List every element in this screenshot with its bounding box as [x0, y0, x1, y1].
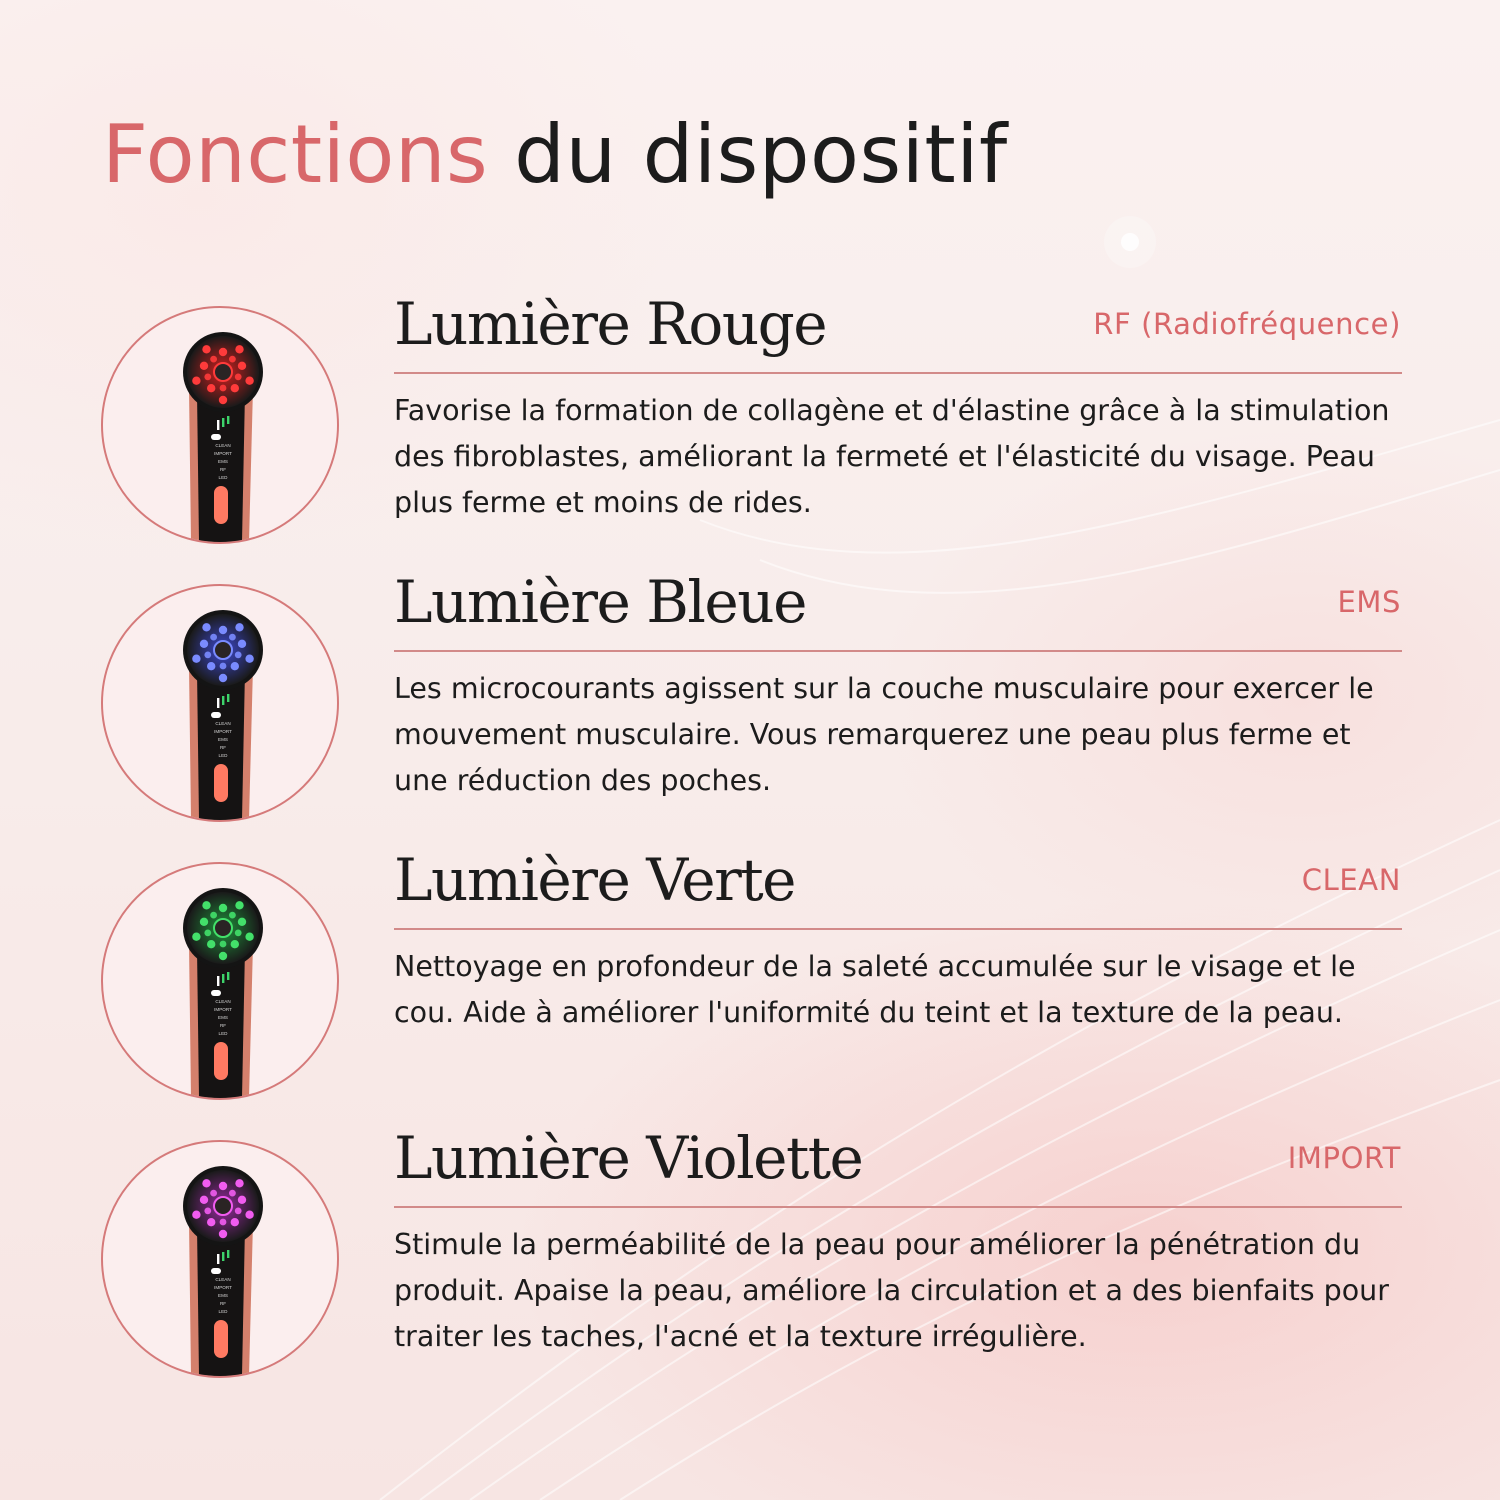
led-dot — [202, 623, 210, 631]
led-dot — [204, 930, 211, 937]
led-dot — [235, 374, 242, 381]
led-dot — [200, 640, 208, 648]
led-dot — [235, 930, 242, 937]
led-dot — [235, 652, 242, 659]
led-dot — [220, 663, 227, 670]
device-mode-label: CLEAN — [215, 443, 231, 448]
led-dot — [231, 940, 239, 948]
led-dot — [219, 674, 227, 682]
led-dot — [245, 655, 253, 663]
led-dot — [238, 918, 246, 926]
led-dot — [219, 396, 227, 404]
title-rest: du dispositif — [514, 108, 1008, 201]
divider — [394, 650, 1402, 652]
divider — [394, 372, 1402, 374]
led-dot — [207, 384, 215, 392]
led-dot — [220, 941, 227, 948]
led-dot — [229, 912, 236, 919]
indicator-bar — [217, 698, 219, 708]
indicator-bar — [217, 420, 219, 430]
led-dot — [229, 634, 236, 641]
led-dot — [229, 356, 236, 363]
led-dot — [207, 662, 215, 670]
center-electrode — [214, 1197, 232, 1215]
indicator-bar — [222, 418, 224, 427]
device-mode-label: RF — [219, 1301, 227, 1306]
led-dot — [219, 1182, 227, 1190]
led-dot — [202, 901, 210, 909]
device-mode-label: RF — [219, 1023, 227, 1028]
center-electrode — [214, 641, 232, 659]
led-dot — [219, 904, 227, 912]
led-dot — [200, 918, 208, 926]
device-mode-label: CLEAN — [215, 1277, 231, 1282]
device-mode-label: CLEAN — [215, 999, 231, 1004]
device-mode-label: IMPORT — [214, 729, 232, 734]
red-light-device-icon — [101, 306, 339, 544]
led-dot — [238, 362, 246, 370]
function-name: Lumière Bleue — [394, 568, 806, 636]
device-mode-label: IMPORT — [214, 1285, 232, 1290]
led-dot — [220, 1219, 227, 1226]
led-dot — [210, 912, 217, 919]
function-card-green — [0, 848, 1500, 1128]
led-dot — [235, 345, 243, 353]
led-dot — [238, 1196, 246, 1204]
divider — [394, 928, 1402, 930]
device-mode-label: CLEAN — [215, 721, 231, 726]
function-description: Nettoyage en profondeur de la saleté accumulée sur le visage et le cou. Aide à améliorer l'uniformité du teint et la texture de la peau. — [394, 950, 1356, 1029]
device-mode-label: EMS — [218, 459, 228, 464]
indicator-bar — [217, 1254, 219, 1264]
led-dot — [204, 652, 211, 659]
indicator-bar — [227, 694, 229, 702]
divider — [394, 1206, 1402, 1208]
page-title — [102, 100, 1008, 210]
device-mode-label: IMPORT — [214, 451, 232, 456]
led-dot — [202, 345, 210, 353]
function-tag: IMPORT — [1287, 1141, 1401, 1175]
power-icon — [211, 434, 221, 440]
led-dot — [231, 1218, 239, 1226]
center-electrode — [214, 919, 232, 937]
led-dot — [245, 933, 253, 941]
indicator-bar — [227, 416, 229, 424]
device-slider — [214, 1042, 228, 1080]
led-dot — [219, 1230, 227, 1238]
led-dot — [192, 933, 200, 941]
led-dot — [235, 901, 243, 909]
led-dot — [220, 385, 227, 392]
device-mode-label: LED — [218, 1309, 228, 1314]
device-mode-label: EMS — [218, 1293, 228, 1298]
indicator-bar — [227, 972, 229, 980]
device-mode-label: LED — [218, 1031, 228, 1036]
function-description: Stimule la perméabilité de la peau pour améliorer la pénétration du produit. Apaise la peau, améliore la circulation et a des bienfaits pour traiter les taches, l'acné et la texture irrégulière. — [394, 1228, 1389, 1353]
led-dot — [238, 640, 246, 648]
device-slider — [214, 764, 228, 802]
function-card-violet — [0, 1126, 1500, 1406]
led-dot — [200, 1196, 208, 1204]
led-dot — [204, 1208, 211, 1215]
led-dot — [231, 662, 239, 670]
device-slider — [214, 486, 228, 524]
indicator-bar — [222, 696, 224, 705]
led-dot — [210, 1190, 217, 1197]
function-name: Lumière Rouge — [394, 290, 827, 358]
indicator-bar — [222, 1252, 224, 1261]
function-tag: RF (Radiofréquence) — [1093, 307, 1401, 341]
violet-light-device-icon — [101, 1140, 339, 1378]
device-slider — [214, 1320, 228, 1358]
led-dot — [202, 1179, 210, 1187]
device-mode-label: IMPORT — [214, 1007, 232, 1012]
indicator-bar — [222, 974, 224, 983]
function-description: Les microcourants agissent sur la couche musculaire pour exercer le mouvement musculaire. Vous remarquerez une peau plus ferme et une réduction des poches. — [394, 672, 1374, 797]
function-card-red — [0, 292, 1500, 572]
device-mode-label: EMS — [218, 737, 228, 742]
function-card-blue — [0, 570, 1500, 850]
led-dot — [200, 362, 208, 370]
device-mode-label: EMS — [218, 1015, 228, 1020]
device-mode-label: RF — [219, 467, 227, 472]
power-icon — [211, 712, 221, 718]
green-light-device-icon — [101, 862, 339, 1100]
led-dot — [231, 384, 239, 392]
led-dot — [235, 1179, 243, 1187]
led-dot — [245, 377, 253, 385]
led-dot — [192, 655, 200, 663]
led-dot — [219, 626, 227, 634]
indicator-bar — [217, 976, 219, 986]
indicator-bar — [227, 1250, 229, 1258]
led-dot — [207, 1218, 215, 1226]
function-description: Favorise la formation de collagène et d'élastine grâce à la stimulation des fibroblastes, améliorant la fermeté et l'élasticité du visage. Peau plus ferme et moins de rides. — [394, 394, 1390, 519]
led-dot — [219, 952, 227, 960]
led-dot — [235, 623, 243, 631]
function-name: Lumière Violette — [394, 1124, 863, 1192]
led-dot — [210, 356, 217, 363]
device-mode-label: LED — [218, 475, 228, 480]
led-dot — [210, 634, 217, 641]
led-dot — [229, 1190, 236, 1197]
function-tag: EMS — [1337, 585, 1401, 619]
device-mode-label: RF — [219, 745, 227, 750]
led-dot — [192, 377, 200, 385]
function-tag: CLEAN — [1301, 863, 1401, 897]
led-dot — [207, 940, 215, 948]
device-mode-label: LED — [218, 753, 228, 758]
led-dot — [235, 1208, 242, 1215]
led-dot — [219, 348, 227, 356]
center-electrode — [214, 363, 232, 381]
power-icon — [211, 990, 221, 996]
function-name: Lumière Verte — [394, 846, 795, 914]
led-dot — [245, 1211, 253, 1219]
title-accent: Fonctions — [102, 108, 489, 201]
led-dot — [204, 374, 211, 381]
blue-light-device-icon — [101, 584, 339, 822]
power-icon — [211, 1268, 221, 1274]
led-dot — [192, 1211, 200, 1219]
